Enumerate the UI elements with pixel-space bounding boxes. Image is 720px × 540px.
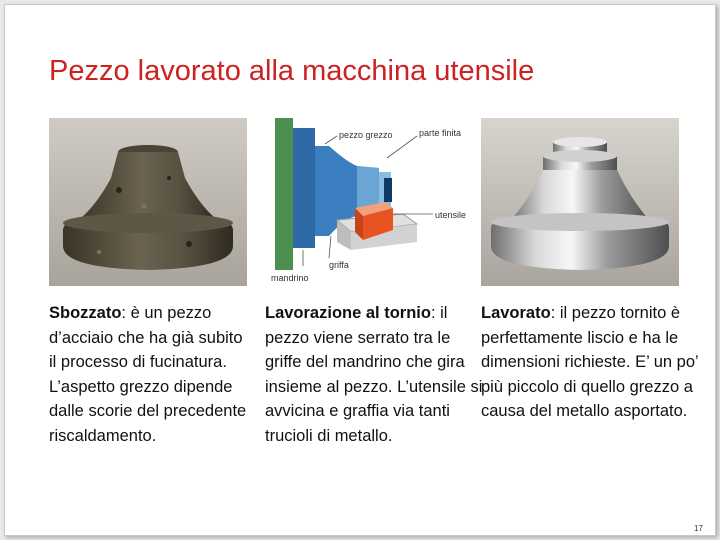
caption-lavorazione-heading: Lavorazione al tornio <box>265 304 431 322</box>
caption-sbozzato-heading: Sbozzato <box>49 304 122 322</box>
lathe-diagram <box>267 118 467 286</box>
slide-title: Pezzo lavorato alla macchina utensile <box>49 55 535 87</box>
caption-lavorato-heading: Lavorato <box>481 304 551 322</box>
label-utensile: utensile <box>435 210 467 220</box>
caption-sbozzato <box>49 301 254 448</box>
label-pezzo-grezzo: pezzo grezzo <box>339 130 393 140</box>
finished-piece-image <box>481 118 679 286</box>
caption-sbozzato-text: : è un pezzo d’acciaio che ha già subito il processo di fucinatura. L’aspetto grezzo dipende dalle scorie del precedente riscaldamento. <box>49 304 247 445</box>
rough-piece-image <box>49 118 247 286</box>
label-griffa: griffa <box>329 260 349 270</box>
chuck-jaw <box>293 128 315 248</box>
caption-lavorato <box>481 301 706 424</box>
caption-lavorazione <box>265 301 483 448</box>
page-number: 17 <box>694 524 703 533</box>
slide <box>4 4 716 536</box>
label-mandrino: mandrino <box>271 273 309 283</box>
caption-lavorato-text: : il pezzo tornito è perfettamente liscio e ha le dimensioni richieste. E’ un po’ più piccolo di quello grezzo a causa del metallo asportato. <box>481 304 699 420</box>
caption-lavorazione-text: : il pezzo viene serrato tra le griffe del mandrino che gira insieme al pezzo. L’utensile si avvicina e graffia via tanti trucioli di metallo. <box>265 304 483 445</box>
label-parte-finita: parte finita <box>419 128 462 138</box>
chuck-plate <box>275 118 293 270</box>
